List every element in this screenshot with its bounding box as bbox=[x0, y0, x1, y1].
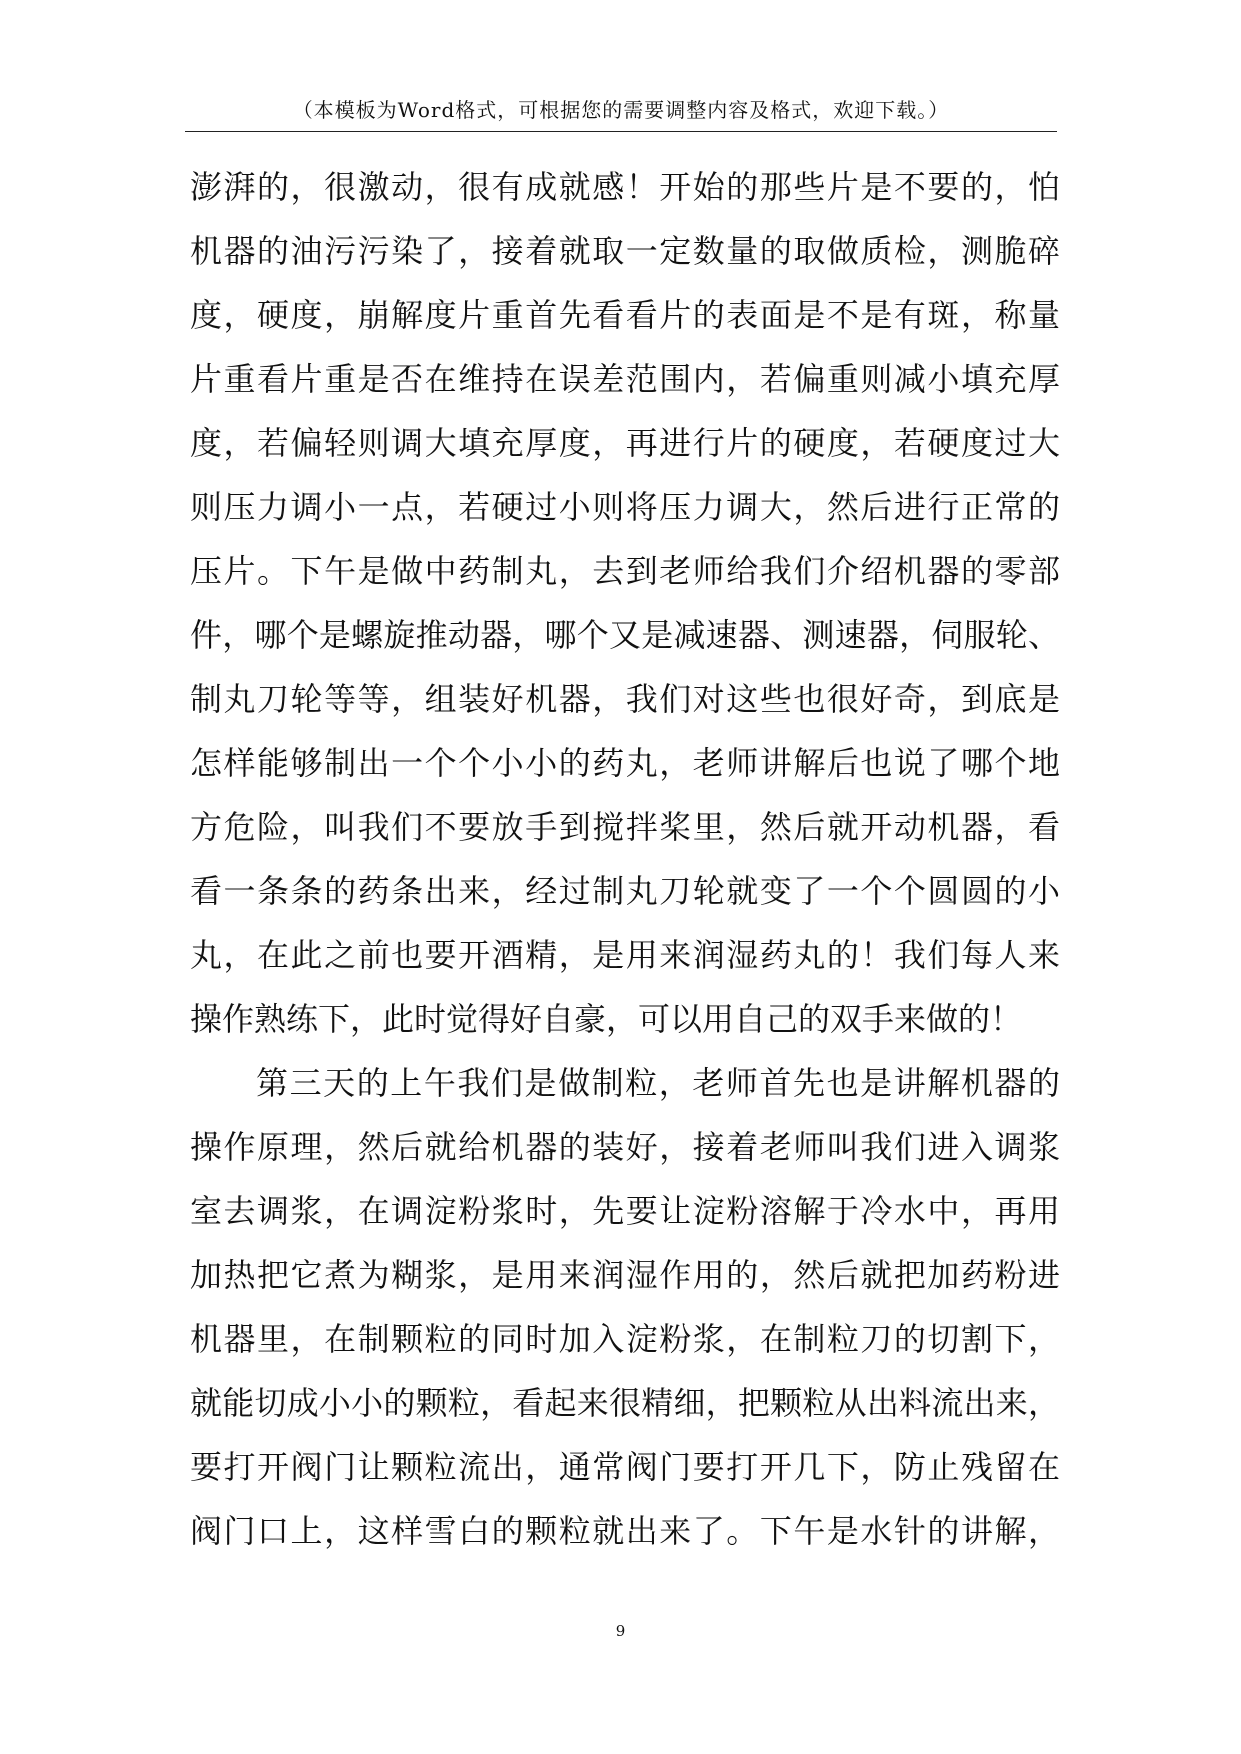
text-line: 要打开阀门让颗粒流出，通常阀门要打开几下，防止残留在 bbox=[190, 1448, 1060, 1486]
text-line: 看一条条的药条出来，经过制丸刀轮就变了一个个圆圆的小 bbox=[190, 872, 1060, 910]
text-line: 就能切成小小的颗粒，看起来很精细，把颗粒从出料流出来， bbox=[190, 1384, 1060, 1422]
text-line: 丸，在此之前也要开酒精，是用来润湿药丸的！我们每人来 bbox=[190, 936, 1060, 974]
text-line: 怎样能够制出一个个小小的药丸，老师讲解后也说了哪个地 bbox=[190, 744, 1060, 782]
text-line: 机器里，在制颗粒的同时加入淀粉浆，在制粒刀的切割下， bbox=[190, 1320, 1060, 1358]
paragraph-1 bbox=[190, 155, 1060, 1051]
page-header-note: （本模板为Word格式，可根据您的需要调整内容及格式，欢迎下载。） bbox=[292, 98, 950, 122]
text-line: 方危险，叫我们不要放手到搅拌桨里，然后就开动机器，看 bbox=[190, 808, 1060, 846]
text-line: 则压力调小一点，若硬过小则将压力调大，然后进行正常的 bbox=[190, 488, 1060, 526]
text-line: 制丸刀轮等等，组装好机器，我们对这些也很好奇，到底是 bbox=[190, 680, 1060, 718]
document-body bbox=[190, 155, 1060, 1563]
text-line: 操作原理，然后就给机器的装好，接着老师叫我们进入调浆 bbox=[190, 1128, 1060, 1166]
text-line: 加热把它煮为糊浆，是用来润湿作用的，然后就把加药粉进 bbox=[190, 1256, 1060, 1294]
text-line: 第三天的上午我们是做制粒，老师首先也是讲解机器的 bbox=[256, 1064, 1060, 1102]
text-line: 阀门口上，这样雪白的颗粒就出来了。下午是水针的讲解， bbox=[190, 1512, 1060, 1550]
text-line: 机器的油污污染了，接着就取一定数量的取做质检，测脆碎 bbox=[190, 232, 1060, 270]
text-line: 压片。下午是做中药制丸，去到老师给我们介绍机器的零部 bbox=[190, 552, 1060, 590]
text-line: 澎湃的，很激动，很有成就感！开始的那些片是不要的，怕 bbox=[190, 168, 1060, 206]
paragraph-2 bbox=[190, 1051, 1060, 1563]
text-line: 度，硬度，崩解度片重首先看看片的表面是不是有斑，称量 bbox=[190, 296, 1060, 334]
text-line: 片重看片重是否在维持在误差范围内，若偏重则减小填充厚 bbox=[190, 360, 1060, 398]
text-line: 件，哪个是螺旋推动器，哪个又是减速器、测速器，伺服轮、 bbox=[190, 616, 1060, 654]
text-line: 室去调浆，在调淀粉浆时，先要让淀粉溶解于冷水中，再用 bbox=[190, 1192, 1060, 1230]
page-number: 9 bbox=[615, 1622, 626, 1640]
header-divider bbox=[185, 131, 1057, 132]
text-line: 度，若偏轻则调大填充厚度，再进行片的硬度，若硬度过大 bbox=[190, 424, 1060, 462]
text-line: 操作熟练下，此时觉得好自豪，可以用自己的双手来做的！ bbox=[190, 1000, 1023, 1038]
